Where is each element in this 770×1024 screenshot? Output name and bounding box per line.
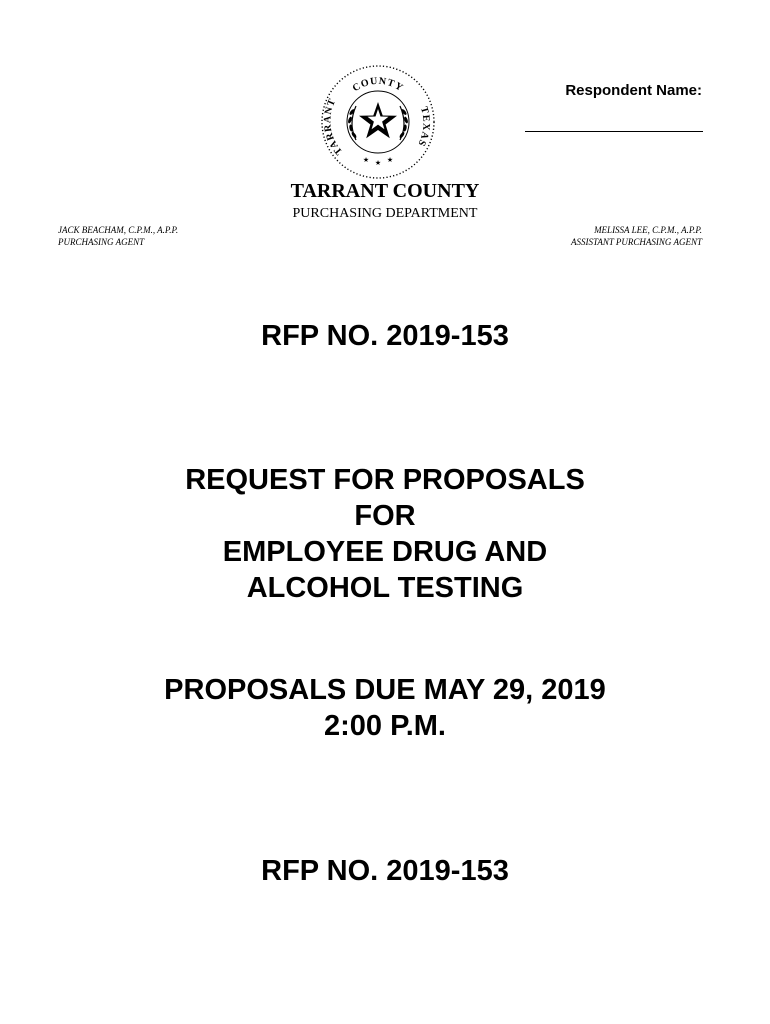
purchasing-agent-block [58, 224, 178, 248]
svg-text:★: ★ [362, 156, 370, 164]
rfp-title-line: EMPLOYEE DRUG AND [222, 536, 548, 568]
svg-text:TEXAS [415, 106, 432, 149]
department-name: PURCHASING DEPARTMENT [292, 206, 478, 221]
respondent-name-field-line[interactable] [525, 131, 703, 132]
seal-graphic [318, 62, 438, 182]
svg-text:★: ★ [374, 159, 382, 167]
rfp-title-line: REQUEST FOR PROPOSALS [185, 464, 585, 496]
svg-text:★: ★ [386, 156, 394, 164]
rfp-title-line: ALCOHOL TESTING [246, 572, 524, 604]
seal-text-left: TARRANT [322, 96, 345, 157]
purchasing-agent-name: JACK BEACHAM, C.P.M., A.P.P. [58, 225, 179, 235]
rfp-number-top: RFP NO. 2019-153 [261, 320, 509, 352]
due-time-line: 2:00 P.M. [324, 710, 446, 742]
assistant-agent-name: MELISSA LEE, C.P.M., A.P.P. [594, 225, 702, 235]
rfp-number-bottom: RFP NO. 2019-153 [261, 855, 509, 887]
assistant-agent-block [571, 224, 702, 248]
rfp-title-line: FOR [354, 500, 416, 532]
svg-text:TARRANT [322, 97, 345, 157]
proposals-due [0, 672, 770, 744]
county-seal [318, 62, 438, 182]
purchasing-agent-title: PURCHASING AGENT [58, 237, 145, 247]
seal-text-top: COUNTY [350, 75, 406, 95]
rfp-title [0, 462, 770, 606]
seal-text-right: TEXAS [415, 105, 432, 149]
due-date-line: PROPOSALS DUE MAY 29, 2019 [164, 674, 606, 706]
respondent-name-label: Respondent Name: [565, 82, 702, 99]
county-name: TARRANT COUNTY [290, 180, 480, 202]
assistant-agent-title: ASSISTANT PURCHASING AGENT [570, 237, 702, 247]
